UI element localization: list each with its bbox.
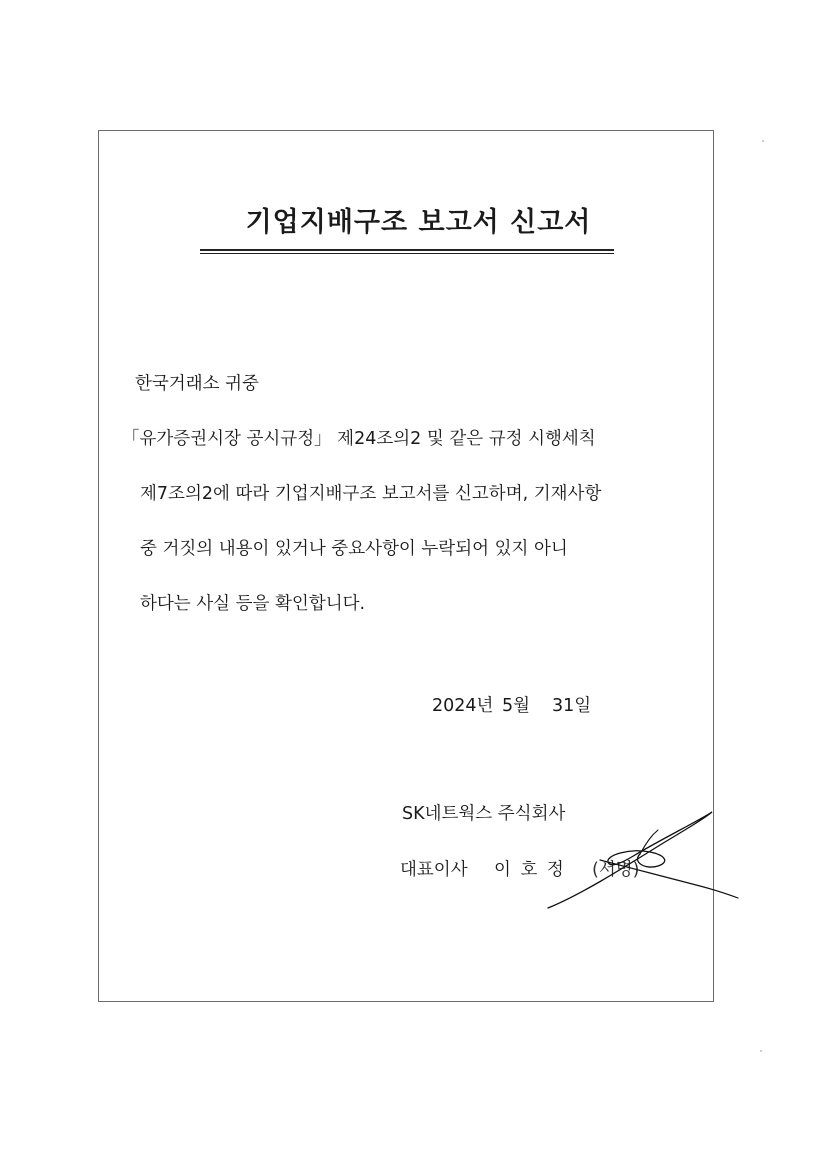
body-line-2: 제7조의2에 따라 기업지배구조 보고서를 신고하며, 기재사항 [140, 484, 602, 504]
title-underline-thick [200, 249, 614, 251]
representative-name: 이 호 정 [494, 860, 566, 880]
representative-role: 대표이사 [400, 860, 468, 880]
date-day: 31일 [552, 696, 592, 716]
body-line-1: 「유가증권시장 공시규정」 제24조의2 및 같은 규정 시행세칙 [122, 429, 596, 449]
scan-speck [762, 140, 764, 142]
document-title: 기업지배구조 보고서 신고서 [245, 207, 592, 238]
body-line-4: 하다는 사실 등을 확인합니다. [140, 594, 366, 614]
signature-label: (서명) [592, 860, 640, 880]
title-underline-thin [200, 253, 614, 254]
scan-speck [760, 1050, 762, 1052]
filing-date [432, 692, 591, 717]
date-month: 5월 [502, 696, 531, 716]
date-year: 2024년 [432, 696, 494, 716]
addressee: 한국거래소 귀중 [135, 374, 259, 394]
body-line-3: 중 거짓의 내용이 있거나 중요사항이 누락되어 있지 아니 [140, 539, 568, 559]
representative-line [400, 856, 639, 881]
company-name: SK네트웍스 주식회사 [402, 804, 566, 824]
